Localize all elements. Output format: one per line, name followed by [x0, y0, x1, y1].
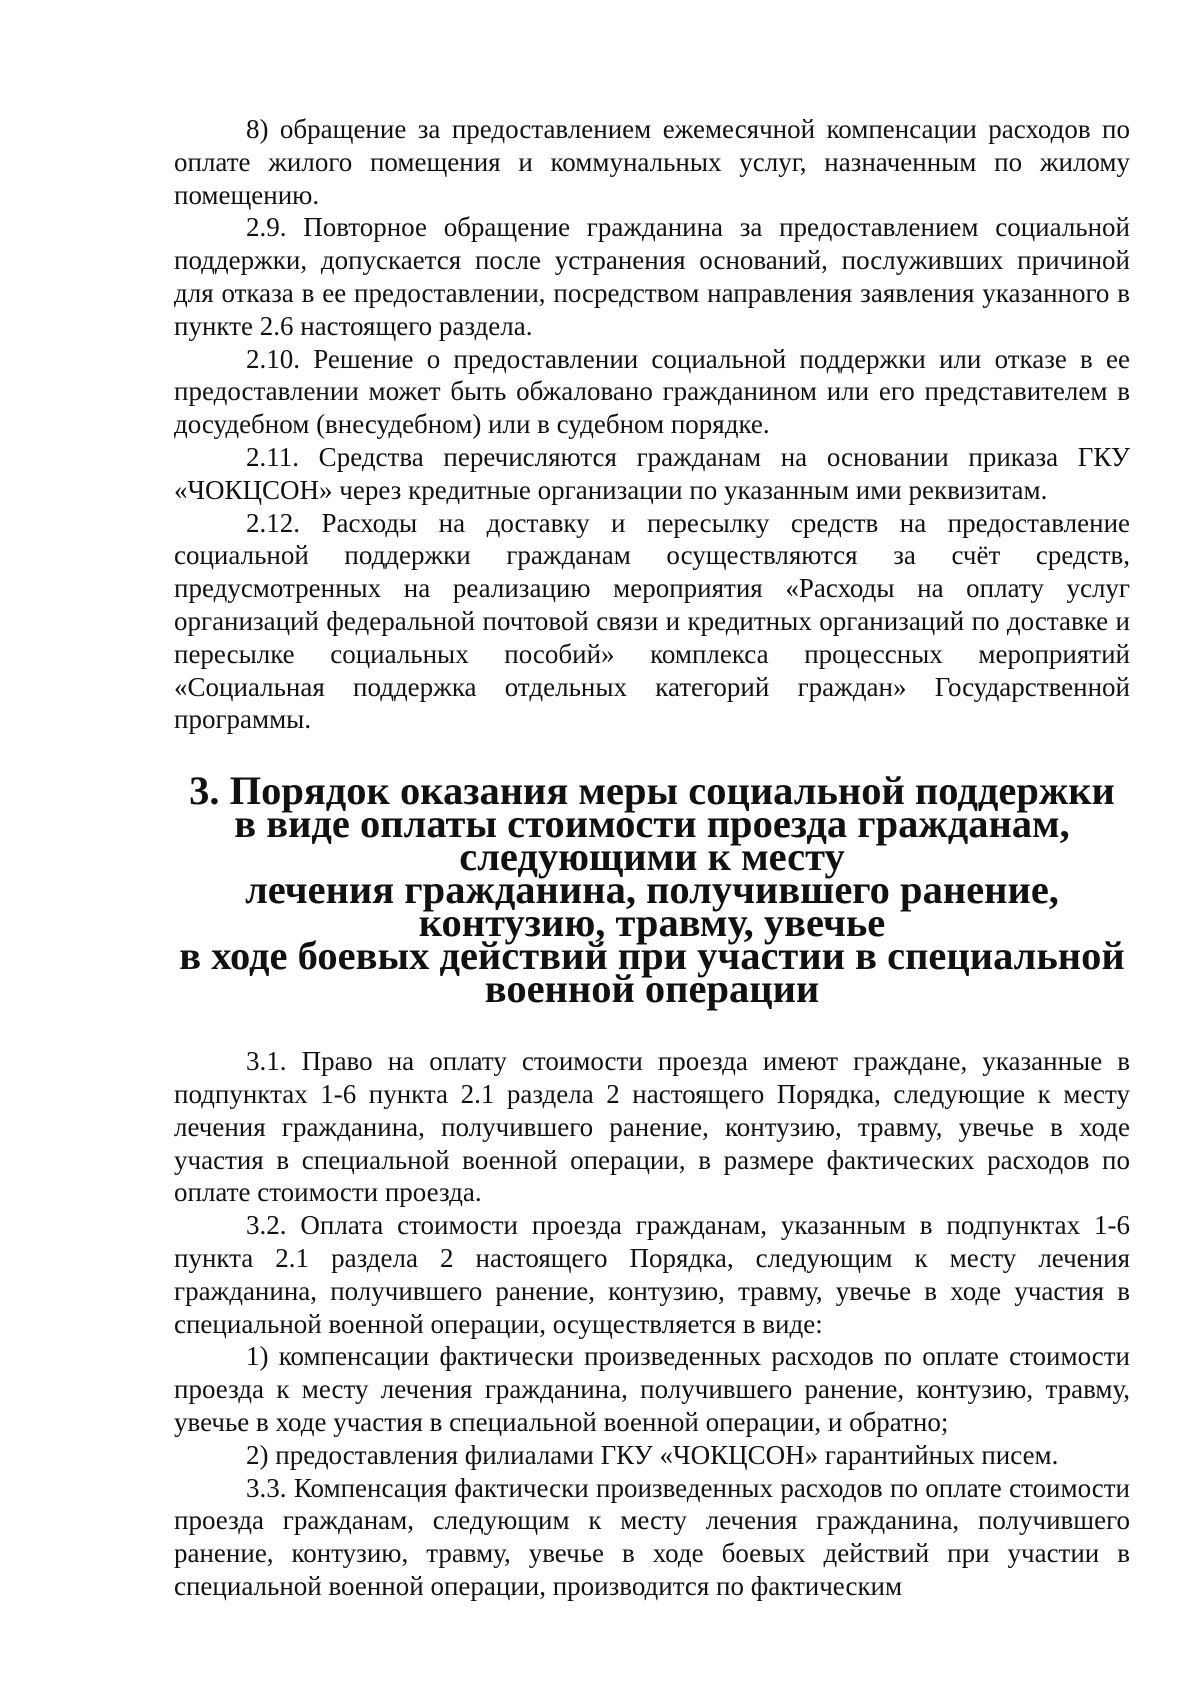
- paragraph-3-2-item-2: 2) предоставления филиалами ГКУ «ЧОКЦСОН» гарантийных писем.: [246, 1439, 1059, 1470]
- paragraph-3-1: 3.1. Право на оплату стоимости проезда имеют граждане, указанные в подпунктах 1-6 пункта 2.1 раздела 2 настоящего Порядка, следующие к месту лечения гражданина, получившего ранение, контузию, травму, увечье в ходе участия в специальной военной операции, в размере фактических расходов по оплате стоимости проезда.: [174, 1046, 1130, 1208]
- section-3-heading: [174, 768, 1130, 1012]
- paragraph-item-8: 8) обращение за предоставлением ежемесячной компенсации расходов по оплате жилого помещения и коммунальных услуг, назначенным по жилому помещению.: [174, 114, 1130, 210]
- document-page: [174, 113, 1130, 1603]
- paragraph-2-9: 2.9. Повторное обращение гражданина за предоставлением социальной поддержки, допускается после устранения оснований, послуживших причиной для отказа в ее предоставлении, посредством направления заявления указанного в пункте 2.6 настоящего раздела.: [174, 212, 1130, 341]
- paragraph-3-3: 3.3. Компенсация фактически произведенных расходов по оплате стоимости проезда гражданам, следующим к месту лечения гражданина, получившего ранение, контузию, травму, увечье в ходе боевых действий при участии в специальной военной операции, производится по фактическим: [174, 1472, 1130, 1601]
- section-heading-line: 3. Порядок оказания меры социальной поддержки: [189, 768, 1115, 814]
- paragraph-2-12: 2.12. Расходы на доставку и пересылку средств на предоставление социальной поддержки гражданам осуществляются за счёт средств, предусмотренных на реализацию мероприятия «Расходы на оплату услуг организаций федеральной почтовой связи и кредитных организаций по доставке и пересылке социальных пособий» комплекса процессных мероприятий «Социальная поддержка отдельных категорий граждан» Государственной программы.: [174, 507, 1130, 735]
- paragraph-3-2: 3.2. Оплата стоимости проезда гражданам, указанным в подпунктах 1-6 пункта 2.1 раздела 2 настоящего Порядка, следующим к месту лечения гражданина, получившего ранение, контузию, травму, увечье в ходе участия в специальной военной операции, осуществляется в виде:: [174, 1210, 1130, 1339]
- section-heading-line: лечения гражданина, получившего ранение, контузию, травму, увечье: [245, 867, 1059, 946]
- paragraph-3-2-item-1: 1) компенсации фактически произведенных расходов по оплате стоимости проезда к месту лечения гражданина, получившего ранение, контузию, травму, увечье в ходе участия в специальной военной операции, и обратно;: [174, 1341, 1130, 1437]
- section-heading-line: в виде оплаты стоимости проезда гражданам, следующими к месту: [234, 801, 1070, 880]
- paragraph-2-11: 2.11. Средства перечисляются гражданам на основании приказа ГКУ «ЧОКЦСОН» через кредитные организации по указанным ими реквизитам.: [174, 441, 1130, 505]
- section-heading-line: в ходе боевых действий при участии в специальной военной операции: [179, 933, 1125, 1012]
- paragraph-2-10: 2.10. Решение о предоставлении социальной поддержки или отказе в ее предоставлении может быть обжаловано гражданином или его представителем в досудебном (внесудебном) или в судебном порядке.: [174, 343, 1130, 440]
